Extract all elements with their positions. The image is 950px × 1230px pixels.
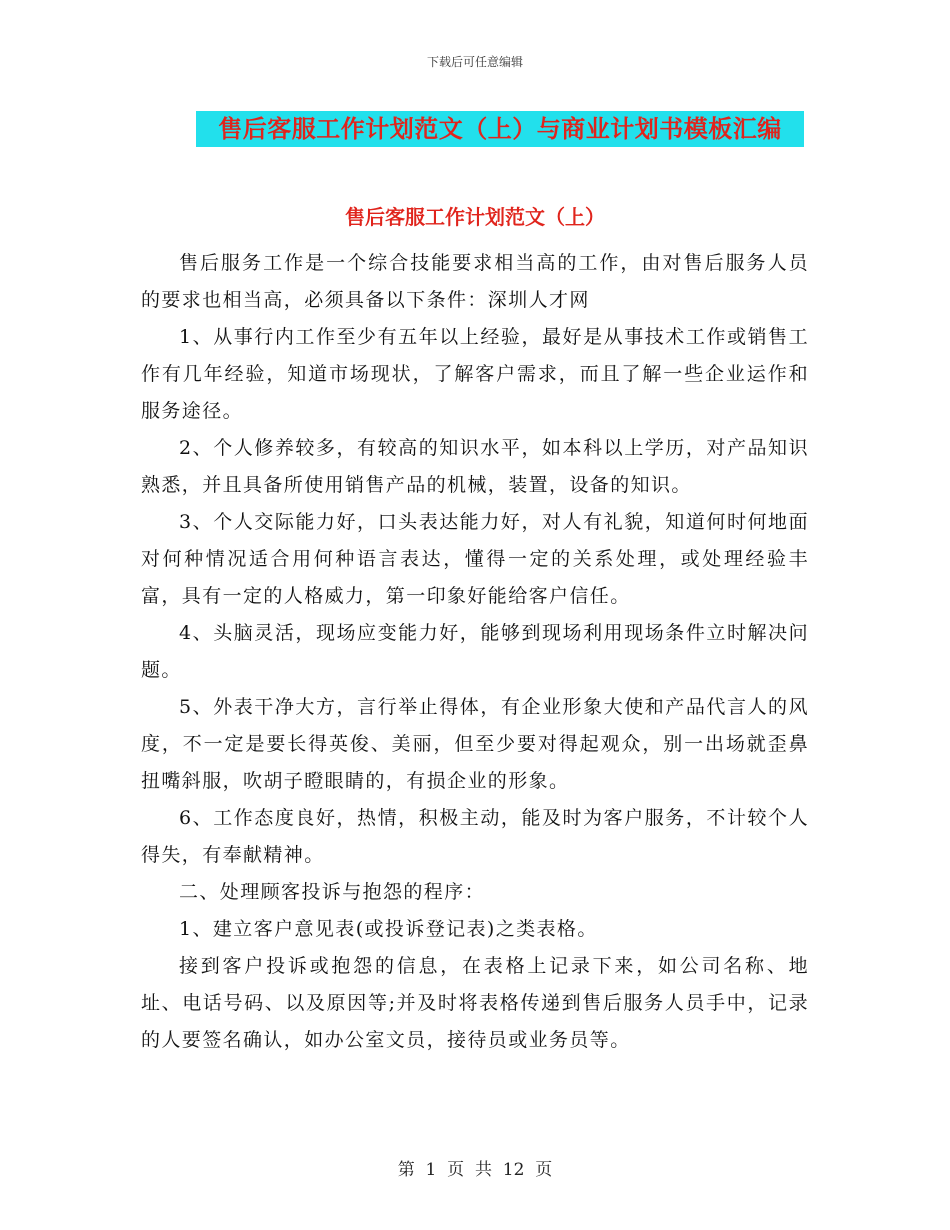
paragraph-item-5: 5、外表干净大方，言行举止得体，有企业形象大使和产品代言人的风度，不一定是要长得英俊、美丽，但至少要对得起观众，别一出场就歪鼻扭嘴斜服，吹胡子瞪眼睛的，有损企业的形象。 bbox=[141, 696, 809, 792]
paragraph-section-2-item-1: 1、建立客户意见表(或投诉登记表)之类表格。 bbox=[179, 918, 598, 940]
paragraph-item-6: 6、工作态度良好，热情，积极主动，能及时为客户服务，不计较个人得失，有奉献精神。 bbox=[141, 807, 809, 866]
page-header-note: 下载后可任意编辑 bbox=[426, 55, 523, 69]
document-body bbox=[141, 245, 809, 1059]
document-title: 售后客服工作计划范文（上）与商业计划书模板汇编 bbox=[196, 111, 804, 147]
page-number-footer: 第 1 页 共 12 页 bbox=[397, 1160, 553, 1180]
paragraph-item-4: 4、头脑灵活，现场应变能力好，能够到现场利用现场条件立时解决问题。 bbox=[141, 622, 809, 681]
paragraph-item-1: 1、从事行内工作至少有五年以上经验，最好是从事技术工作或销售工作有几年经验，知道市场现状，了解客户需求，而且了解一些企业运作和服务途径。 bbox=[141, 326, 809, 422]
paragraph-section-2-heading: 二、处理顾客投诉与抱怨的程序： bbox=[179, 881, 486, 903]
paragraph-intro: 售后服务工作是一个综合技能要求相当高的工作，由对售后服务人员的要求也相当高，必须具备以下条件：深圳人才网 bbox=[141, 252, 809, 311]
paragraph-complaint-record: 接到客户投诉或抱怨的信息，在表格上记录下来，如公司名称、地址、电话号码、以及原因等;并及时将表格传递到售后服务人员手中，记录的人要签名确认，如办公室文员，接待员或业务员等。 bbox=[141, 955, 809, 1051]
paragraph-item-3: 3、个人交际能力好，口头表达能力好，对人有礼貌，知道何时何地面对何种情况适合用何种语言表达，懂得一定的关系处理，或处理经验丰富，具有一定的人格威力，第一印象好能给客户信任。 bbox=[141, 511, 809, 607]
section-title: 售后客服工作计划范文（上） bbox=[345, 205, 605, 229]
paragraph-item-2: 2、个人修养较多，有较高的知识水平，如本科以上学历，对产品知识熟悉，并且具备所使用销售产品的机械，装置，设备的知识。 bbox=[141, 437, 809, 496]
